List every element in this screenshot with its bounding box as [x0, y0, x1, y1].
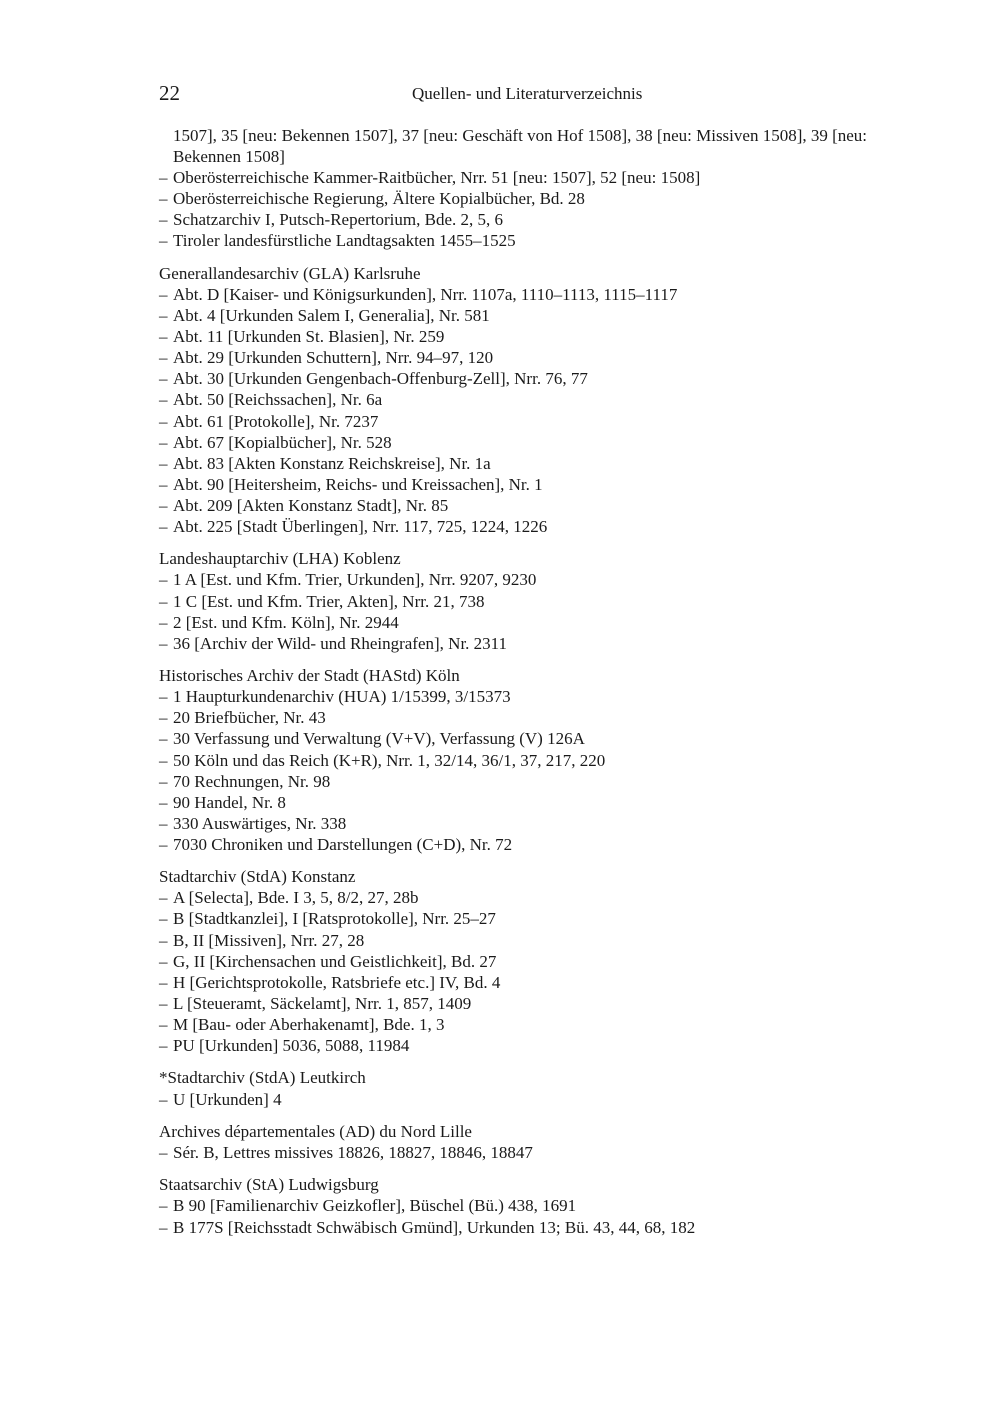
- archive-entry: [159, 209, 919, 230]
- page-header: [159, 80, 915, 108]
- entry-dash: –: [159, 909, 168, 929]
- entry-text: Abt. 11 [Urkunden St. Blasien], Nr. 259: [173, 327, 445, 347]
- archive-entry: [159, 326, 919, 347]
- entry-text: U [Urkunden] 4: [173, 1089, 282, 1109]
- entry-text: 1 C [Est. und Kfm. Trier, Akten], Nrr. 21, 738: [173, 591, 485, 611]
- entry-text: Abt. 67 [Kopialbücher], Nr. 528: [173, 432, 392, 452]
- entry-text: 1 Haupturkundenarchiv (HUA) 1/15399, 3/15373: [173, 687, 511, 707]
- archive-entry: [159, 993, 919, 1014]
- entry-text: 7030 Chroniken und Darstellungen (C+D), Nr. 72: [173, 834, 513, 854]
- archive-entry: [159, 569, 919, 590]
- archive-heading: Stadtarchiv (StdA) Konstanz: [159, 867, 356, 887]
- archive-entry: [159, 167, 919, 188]
- entry-dash: –: [159, 210, 168, 230]
- archive-section: [159, 665, 919, 855]
- entry-dash: –: [159, 729, 168, 749]
- archive-entry: [159, 750, 919, 771]
- entry-text: 1 A [Est. und Kfm. Trier, Urkunden], Nrr. 9207, 9230: [173, 570, 537, 590]
- archive-entry: [159, 686, 919, 707]
- archive-entry: [159, 887, 919, 908]
- entry-dash: –: [159, 189, 168, 209]
- archive-entry: [159, 1035, 919, 1056]
- archive-section: [159, 866, 919, 1056]
- entry-dash: –: [159, 633, 168, 653]
- entry-text: Oberösterreichische Regierung, Ältere Kopialbücher, Bd. 28: [173, 189, 585, 209]
- archive-entry: [159, 771, 919, 792]
- entry-text: B, II [Missiven], Nrr. 27, 28: [173, 930, 365, 950]
- archive-entry: [159, 1195, 919, 1216]
- entry-dash: –: [159, 348, 168, 368]
- entry-text: Abt. 29 [Urkunden Schuttern], Nrr. 94–97, 120: [173, 348, 494, 368]
- entry-text: 20 Briefbücher, Nr. 43: [173, 708, 326, 728]
- archive-entry: [159, 1142, 919, 1163]
- entry-dash: –: [159, 231, 168, 251]
- running-title: Quellen- und Literaturverzeichnis: [412, 84, 643, 103]
- entry-dash: –: [159, 570, 168, 590]
- entry-dash: –: [159, 306, 168, 326]
- entry-text: Tiroler landesfürstliche Landtagsakten 1455–1525: [173, 231, 516, 251]
- archive-entry: [159, 707, 919, 728]
- archive-entry: [159, 728, 919, 749]
- page-number: 22: [159, 81, 180, 105]
- entry-text: G, II [Kirchensachen und Geistlichkeit], Bd. 27: [173, 951, 497, 971]
- archive-entry: [159, 972, 919, 993]
- continued-section: [159, 125, 919, 252]
- entry-dash: –: [159, 993, 168, 1013]
- archive-entry: [159, 930, 919, 951]
- entry-text: L [Steueramt, Säckelamt], Nrr. 1, 857, 1409: [173, 993, 472, 1013]
- entry-dash: –: [159, 708, 168, 728]
- archive-entry: [159, 951, 919, 972]
- archive-heading: Historisches Archiv der Stadt (HAStd) Köln: [159, 666, 460, 686]
- entry-dash: –: [159, 1217, 168, 1237]
- entry-text: 36 [Archiv der Wild- und Rheingrafen], Nr. 2311: [173, 633, 508, 653]
- entry-text: 50 Köln und das Reich (K+R), Nrr. 1, 32/14, 36/1, 37, 217, 220: [173, 750, 606, 770]
- archive-entry: [159, 1217, 919, 1238]
- entry-dash: –: [159, 168, 168, 188]
- entry-text: Abt. 83 [Akten Konstanz Reichskreise], Nr. 1a: [173, 453, 491, 473]
- entry-dash: –: [159, 390, 168, 410]
- archive-entry: [159, 1014, 919, 1035]
- entry-dash: –: [159, 1036, 168, 1056]
- entry-text: 330 Auswärtiges, Nr. 338: [173, 813, 347, 833]
- archive-entry: [159, 612, 919, 633]
- archive-section: [159, 548, 919, 653]
- entry-dash: –: [159, 453, 168, 473]
- bibliography-content: [159, 125, 919, 1249]
- entry-dash: –: [159, 327, 168, 347]
- entry-dash: –: [159, 792, 168, 812]
- entry-text: Oberösterreichische Kammer-Raitbücher, Nrr. 51 [neu: 1507], 52 [neu: 1508]: [173, 168, 701, 188]
- entry-dash: –: [159, 972, 168, 992]
- entry-text: A [Selecta], Bde. I 3, 5, 8/2, 27, 28b: [173, 888, 419, 908]
- archive-section: [159, 1121, 919, 1163]
- entry-dash: –: [159, 1196, 168, 1216]
- entry-dash: –: [159, 1143, 168, 1162]
- entry-text: 90 Handel, Nr. 8: [173, 792, 286, 812]
- entry-text: Sér. B, Lettres missives 18826, 18827, 18846, 18847: [173, 1143, 533, 1162]
- archive-entry: [159, 411, 919, 432]
- entry-dash: –: [159, 612, 168, 632]
- entry-dash: –: [159, 687, 168, 707]
- entry-text: Abt. 30 [Urkunden Gengenbach-Offenburg-Zell], Nrr. 76, 77: [173, 369, 588, 389]
- archive-heading: Archives départementales (AD) du Nord Lille: [159, 1121, 472, 1141]
- entry-dash: –: [159, 951, 168, 971]
- entry-dash: –: [159, 516, 168, 536]
- entry-text: Abt. 4 [Urkunden Salem I, Generalia], Nr. 581: [173, 306, 490, 326]
- entry-text: Abt. 209 [Akten Konstanz Stadt], Nr. 85: [173, 495, 449, 515]
- entry-text: B 90 [Familienarchiv Geizkofler], Büschel (Bü.) 438, 1691: [173, 1196, 577, 1216]
- continuation-text: 1507], 35 [neu: Bekennen 1507], 37 [neu: Geschäft von Hof 1508], 38 [neu: Missiven 1508], 39 [neu: Bekennen 1508]: [173, 126, 868, 167]
- archive-entry: [159, 908, 919, 929]
- entry-text: 2 [Est. und Kfm. Köln], Nr. 2944: [173, 612, 399, 632]
- entry-text: PU [Urkunden] 5036, 5088, 11984: [173, 1036, 410, 1056]
- archive-entry: [159, 432, 919, 453]
- archive-heading: Generallandesarchiv (GLA) Karlsruhe: [159, 263, 421, 283]
- archive-heading: Staatsarchiv (StA) Ludwigsburg: [159, 1175, 379, 1195]
- entry-dash: –: [159, 1089, 168, 1109]
- archive-entry: [159, 347, 919, 368]
- archive-entry: [159, 368, 919, 389]
- archive-sections: [159, 263, 919, 1238]
- entry-dash: –: [159, 495, 168, 515]
- archive-entry: [159, 474, 919, 495]
- entry-dash: –: [159, 284, 168, 304]
- archive-entry: [159, 389, 919, 410]
- entry-dash: –: [159, 930, 168, 950]
- archive-entry: [159, 792, 919, 813]
- archive-entry: [159, 495, 919, 516]
- archive-entry: [159, 834, 919, 855]
- archive-section: [159, 1067, 919, 1109]
- entry-dash: –: [159, 834, 168, 854]
- archive-entry: [159, 633, 919, 654]
- entry-dash: –: [159, 591, 168, 611]
- entry-dash: –: [159, 1014, 168, 1034]
- archive-section: [159, 1174, 919, 1237]
- archive-heading: *Stadtarchiv (StdA) Leutkirch: [159, 1068, 366, 1088]
- entry-text: Abt. 90 [Heitersheim, Reichs- und Kreissachen], Nr. 1: [173, 474, 543, 494]
- entry-text: B 177S [Reichsstadt Schwäbisch Gmünd], Urkunden 13; Bü. 43, 44, 68, 182: [173, 1217, 696, 1237]
- continued-entry-list: [159, 167, 919, 251]
- entry-text: Schatzarchiv I, Putsch-Repertorium, Bde. 2, 5, 6: [173, 210, 504, 230]
- archive-entry: [159, 305, 919, 326]
- entry-text: M [Bau- oder Aberhakenamt], Bde. 1, 3: [173, 1014, 445, 1034]
- archive-heading: Landeshauptarchiv (LHA) Koblenz: [159, 549, 401, 569]
- entry-dash: –: [159, 432, 168, 452]
- entry-text: Abt. 50 [Reichssachen], Nr. 6a: [173, 390, 383, 410]
- entry-dash: –: [159, 369, 168, 389]
- entry-dash: –: [159, 771, 168, 791]
- archive-section: [159, 263, 919, 537]
- archive-entry: [159, 813, 919, 834]
- entry-dash: –: [159, 888, 168, 908]
- entry-text: 70 Rechnungen, Nr. 98: [173, 771, 331, 791]
- archive-entry: [159, 188, 919, 209]
- entry-text: 30 Verfassung und Verwaltung (V+V), Verfassung (V) 126A: [173, 729, 585, 749]
- archive-entry: [159, 1089, 919, 1110]
- entry-dash: –: [159, 411, 168, 431]
- entry-text: H [Gerichtsprotokolle, Ratsbriefe etc.] IV, Bd. 4: [173, 972, 501, 992]
- archive-entry: [159, 591, 919, 612]
- entry-text: Abt. D [Kaiser- und Königsurkunden], Nrr. 1107a, 1110–1113, 1115–1117: [173, 284, 678, 304]
- entry-dash: –: [159, 474, 168, 494]
- archive-entry: [159, 516, 919, 537]
- entry-text: Abt. 61 [Protokolle], Nr. 7237: [173, 411, 379, 431]
- archive-entry: [159, 453, 919, 474]
- entry-dash: –: [159, 813, 168, 833]
- archive-entry: [159, 284, 919, 305]
- entry-text: Abt. 225 [Stadt Überlingen], Nrr. 117, 725, 1224, 1226: [173, 516, 548, 536]
- entry-text: B [Stadtkanzlei], I [Ratsprotokolle], Nrr. 25–27: [173, 909, 496, 929]
- archive-entry: [159, 230, 919, 251]
- entry-dash: –: [159, 750, 168, 770]
